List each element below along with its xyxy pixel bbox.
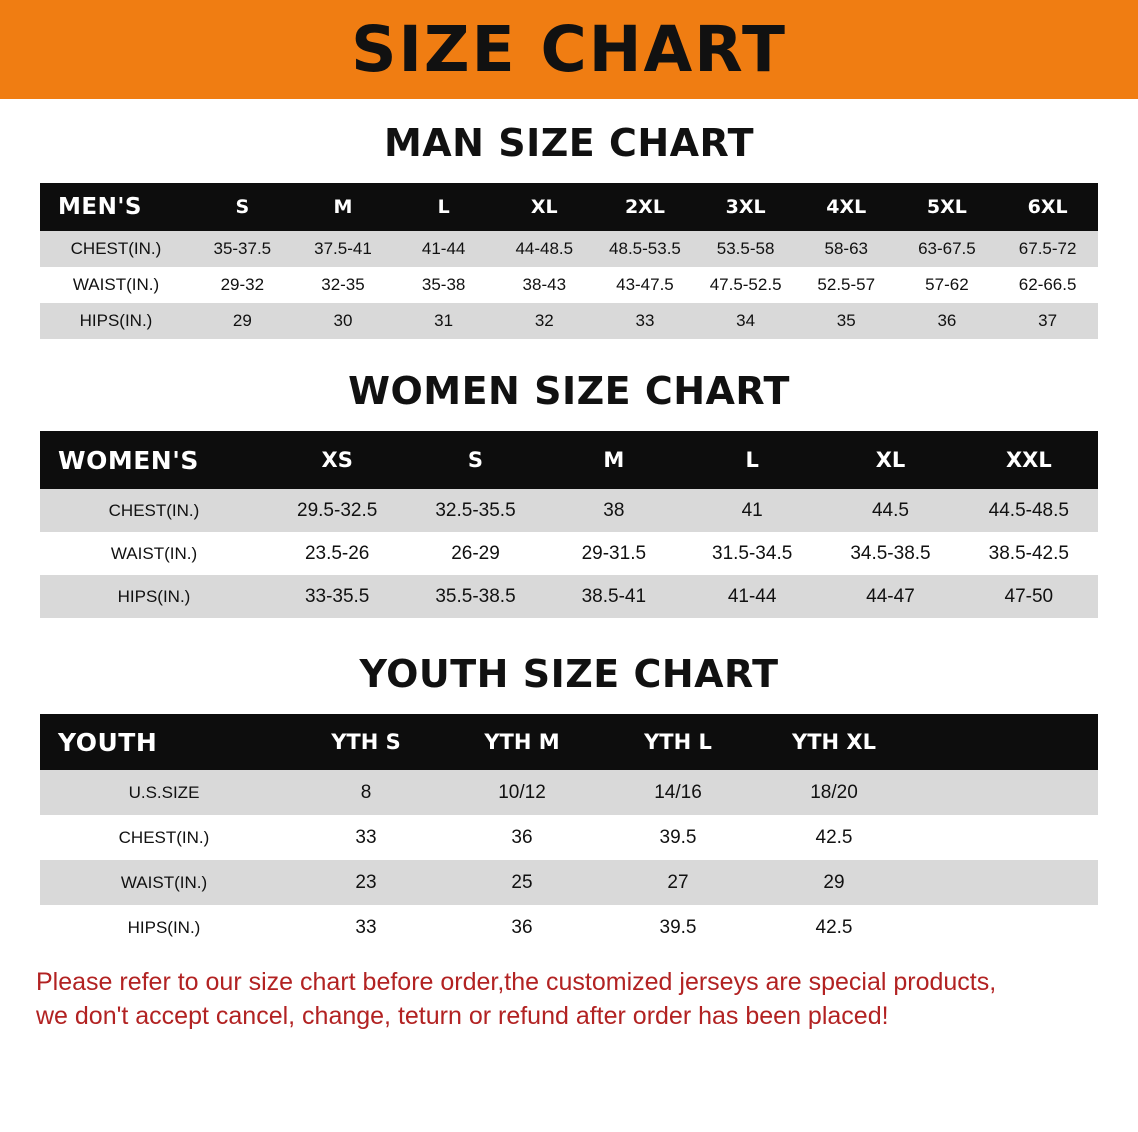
youth-table-corner: YOUTH: [40, 714, 288, 770]
youth-r2-spacer: [912, 860, 1098, 905]
youth-r0-c0: 8: [288, 770, 444, 815]
men-r0-c0: 35-37.5: [192, 231, 293, 267]
men-r1-c6: 52.5-57: [796, 267, 897, 303]
table-header-row: [40, 183, 1098, 231]
youth-r1-c0: 33: [288, 815, 444, 860]
table-row: [40, 489, 1098, 532]
youth-r3-c1: 36: [444, 905, 600, 950]
youth-r3-c2: 39.5: [600, 905, 756, 950]
women-col-5: XXL: [960, 431, 1098, 489]
youth-r2-c0: 23: [288, 860, 444, 905]
men-r0-c3: 44-48.5: [494, 231, 595, 267]
men-r2-c7: 36: [897, 303, 998, 339]
youth-col-3: YTH XL: [756, 714, 912, 770]
table-row: [40, 770, 1098, 815]
women-r1-c3: 31.5-34.5: [683, 532, 821, 575]
men-col-4: 2XL: [595, 183, 696, 231]
youth-r2-c1: 25: [444, 860, 600, 905]
men-col-1: M: [293, 183, 394, 231]
men-table-corner: MEN'S: [40, 183, 192, 231]
disclaimer-line-1: Please refer to our size chart before order,the customized jerseys are special products,: [36, 968, 997, 996]
men-r2-c5: 34: [695, 303, 796, 339]
women-r1-c0: 23.5-26: [268, 532, 406, 575]
women-r1-c2: 29-31.5: [545, 532, 683, 575]
women-r1-c4: 34.5-38.5: [821, 532, 959, 575]
women-table-corner: WOMEN'S: [40, 431, 268, 489]
women-r2-c4: 44-47: [821, 575, 959, 618]
youth-row-3-label: HIPS(IN.): [40, 905, 288, 950]
women-r0-c4: 44.5: [821, 489, 959, 532]
women-col-0: XS: [268, 431, 406, 489]
women-r2-c3: 41-44: [683, 575, 821, 618]
women-col-3: L: [683, 431, 821, 489]
youth-r0-c2: 14/16: [600, 770, 756, 815]
youth-r1-spacer: [912, 815, 1098, 860]
men-row-0-label: CHEST(IN.): [40, 231, 192, 267]
women-col-2: M: [545, 431, 683, 489]
men-r0-c1: 37.5-41: [293, 231, 394, 267]
women-row-1-label: WAIST(IN.): [40, 532, 268, 575]
table-row: [40, 905, 1098, 950]
men-r0-c5: 53.5-58: [695, 231, 796, 267]
men-r1-c7: 57-62: [897, 267, 998, 303]
banner: [0, 0, 1138, 99]
table-row: [40, 231, 1098, 267]
table-row: [40, 532, 1098, 575]
table-header-row: [40, 431, 1098, 489]
youth-table-wrapper: [0, 714, 1138, 950]
disclaimer-note: [36, 966, 1102, 1034]
men-r1-c1: 32-35: [293, 267, 394, 303]
women-section-heading: WOMEN SIZE CHART: [348, 369, 790, 413]
table-row: [40, 860, 1098, 905]
women-table-wrapper: [0, 431, 1138, 618]
youth-r0-c3: 18/20: [756, 770, 912, 815]
man-table-wrapper: [0, 183, 1138, 339]
youth-col-0: YTH S: [288, 714, 444, 770]
youth-col-2: YTH L: [600, 714, 756, 770]
men-r2-c2: 31: [393, 303, 494, 339]
women-r2-c1: 35.5-38.5: [406, 575, 544, 618]
women-r1-c1: 26-29: [406, 532, 544, 575]
men-r1-c0: 29-32: [192, 267, 293, 303]
men-r1-c8: 62-66.5: [997, 267, 1098, 303]
page-title: SIZE CHART: [351, 13, 787, 86]
table-row: [40, 575, 1098, 618]
men-row-1-label: WAIST(IN.): [40, 267, 192, 303]
youth-r3-c0: 33: [288, 905, 444, 950]
youth-r1-c1: 36: [444, 815, 600, 860]
table-header-row: [40, 714, 1098, 770]
women-size-table: [40, 431, 1098, 618]
men-col-8: 6XL: [997, 183, 1098, 231]
men-r1-c5: 47.5-52.5: [695, 267, 796, 303]
men-col-3: XL: [494, 183, 595, 231]
youth-r0-c1: 10/12: [444, 770, 600, 815]
youth-r3-c3: 42.5: [756, 905, 912, 950]
men-col-2: L: [393, 183, 494, 231]
youth-r1-c3: 42.5: [756, 815, 912, 860]
youth-row-2-label: WAIST(IN.): [40, 860, 288, 905]
men-r2-c6: 35: [796, 303, 897, 339]
men-r1-c3: 38-43: [494, 267, 595, 303]
men-r2-c8: 37: [997, 303, 1098, 339]
youth-r2-c3: 29: [756, 860, 912, 905]
women-r0-c0: 29.5-32.5: [268, 489, 406, 532]
men-r2-c4: 33: [595, 303, 696, 339]
women-col-4: XL: [821, 431, 959, 489]
men-r2-c1: 30: [293, 303, 394, 339]
women-row-2-label: HIPS(IN.): [40, 575, 268, 618]
man-section-heading: MAN SIZE CHART: [383, 121, 755, 165]
women-col-1: S: [406, 431, 544, 489]
men-r2-c0: 29: [192, 303, 293, 339]
youth-section-heading: YOUTH SIZE CHART: [359, 652, 779, 696]
men-col-5: 3XL: [695, 183, 796, 231]
women-r2-c5: 47-50: [960, 575, 1098, 618]
women-r0-c5: 44.5-48.5: [960, 489, 1098, 532]
women-r1-c5: 38.5-42.5: [960, 532, 1098, 575]
men-r0-c6: 58-63: [796, 231, 897, 267]
men-col-7: 5XL: [897, 183, 998, 231]
women-r2-c2: 38.5-41: [545, 575, 683, 618]
youth-row-1-label: CHEST(IN.): [40, 815, 288, 860]
women-r0-c3: 41: [683, 489, 821, 532]
men-r0-c4: 48.5-53.5: [595, 231, 696, 267]
men-r0-c7: 63-67.5: [897, 231, 998, 267]
men-r1-c4: 43-47.5: [595, 267, 696, 303]
table-row: [40, 267, 1098, 303]
men-r0-c8: 67.5-72: [997, 231, 1098, 267]
youth-col-spacer: [912, 714, 1098, 770]
women-r0-c1: 32.5-35.5: [406, 489, 544, 532]
table-row: [40, 303, 1098, 339]
men-r2-c3: 32: [494, 303, 595, 339]
men-size-table: [40, 183, 1098, 339]
men-r0-c2: 41-44: [393, 231, 494, 267]
youth-size-table: [40, 714, 1098, 950]
youth-row-0-label: U.S.SIZE: [40, 770, 288, 815]
youth-r2-c2: 27: [600, 860, 756, 905]
youth-r0-spacer: [912, 770, 1098, 815]
youth-col-1: YTH M: [444, 714, 600, 770]
women-r0-c2: 38: [545, 489, 683, 532]
women-row-0-label: CHEST(IN.): [40, 489, 268, 532]
men-row-2-label: HIPS(IN.): [40, 303, 192, 339]
women-r2-c0: 33-35.5: [268, 575, 406, 618]
youth-r3-spacer: [912, 905, 1098, 950]
men-col-0: S: [192, 183, 293, 231]
men-r1-c2: 35-38: [393, 267, 494, 303]
youth-r1-c2: 39.5: [600, 815, 756, 860]
men-col-6: 4XL: [796, 183, 897, 231]
table-row: [40, 815, 1098, 860]
disclaimer-line-2: we don't accept cancel, change, teturn or refund after order has been placed!: [36, 1001, 889, 1030]
